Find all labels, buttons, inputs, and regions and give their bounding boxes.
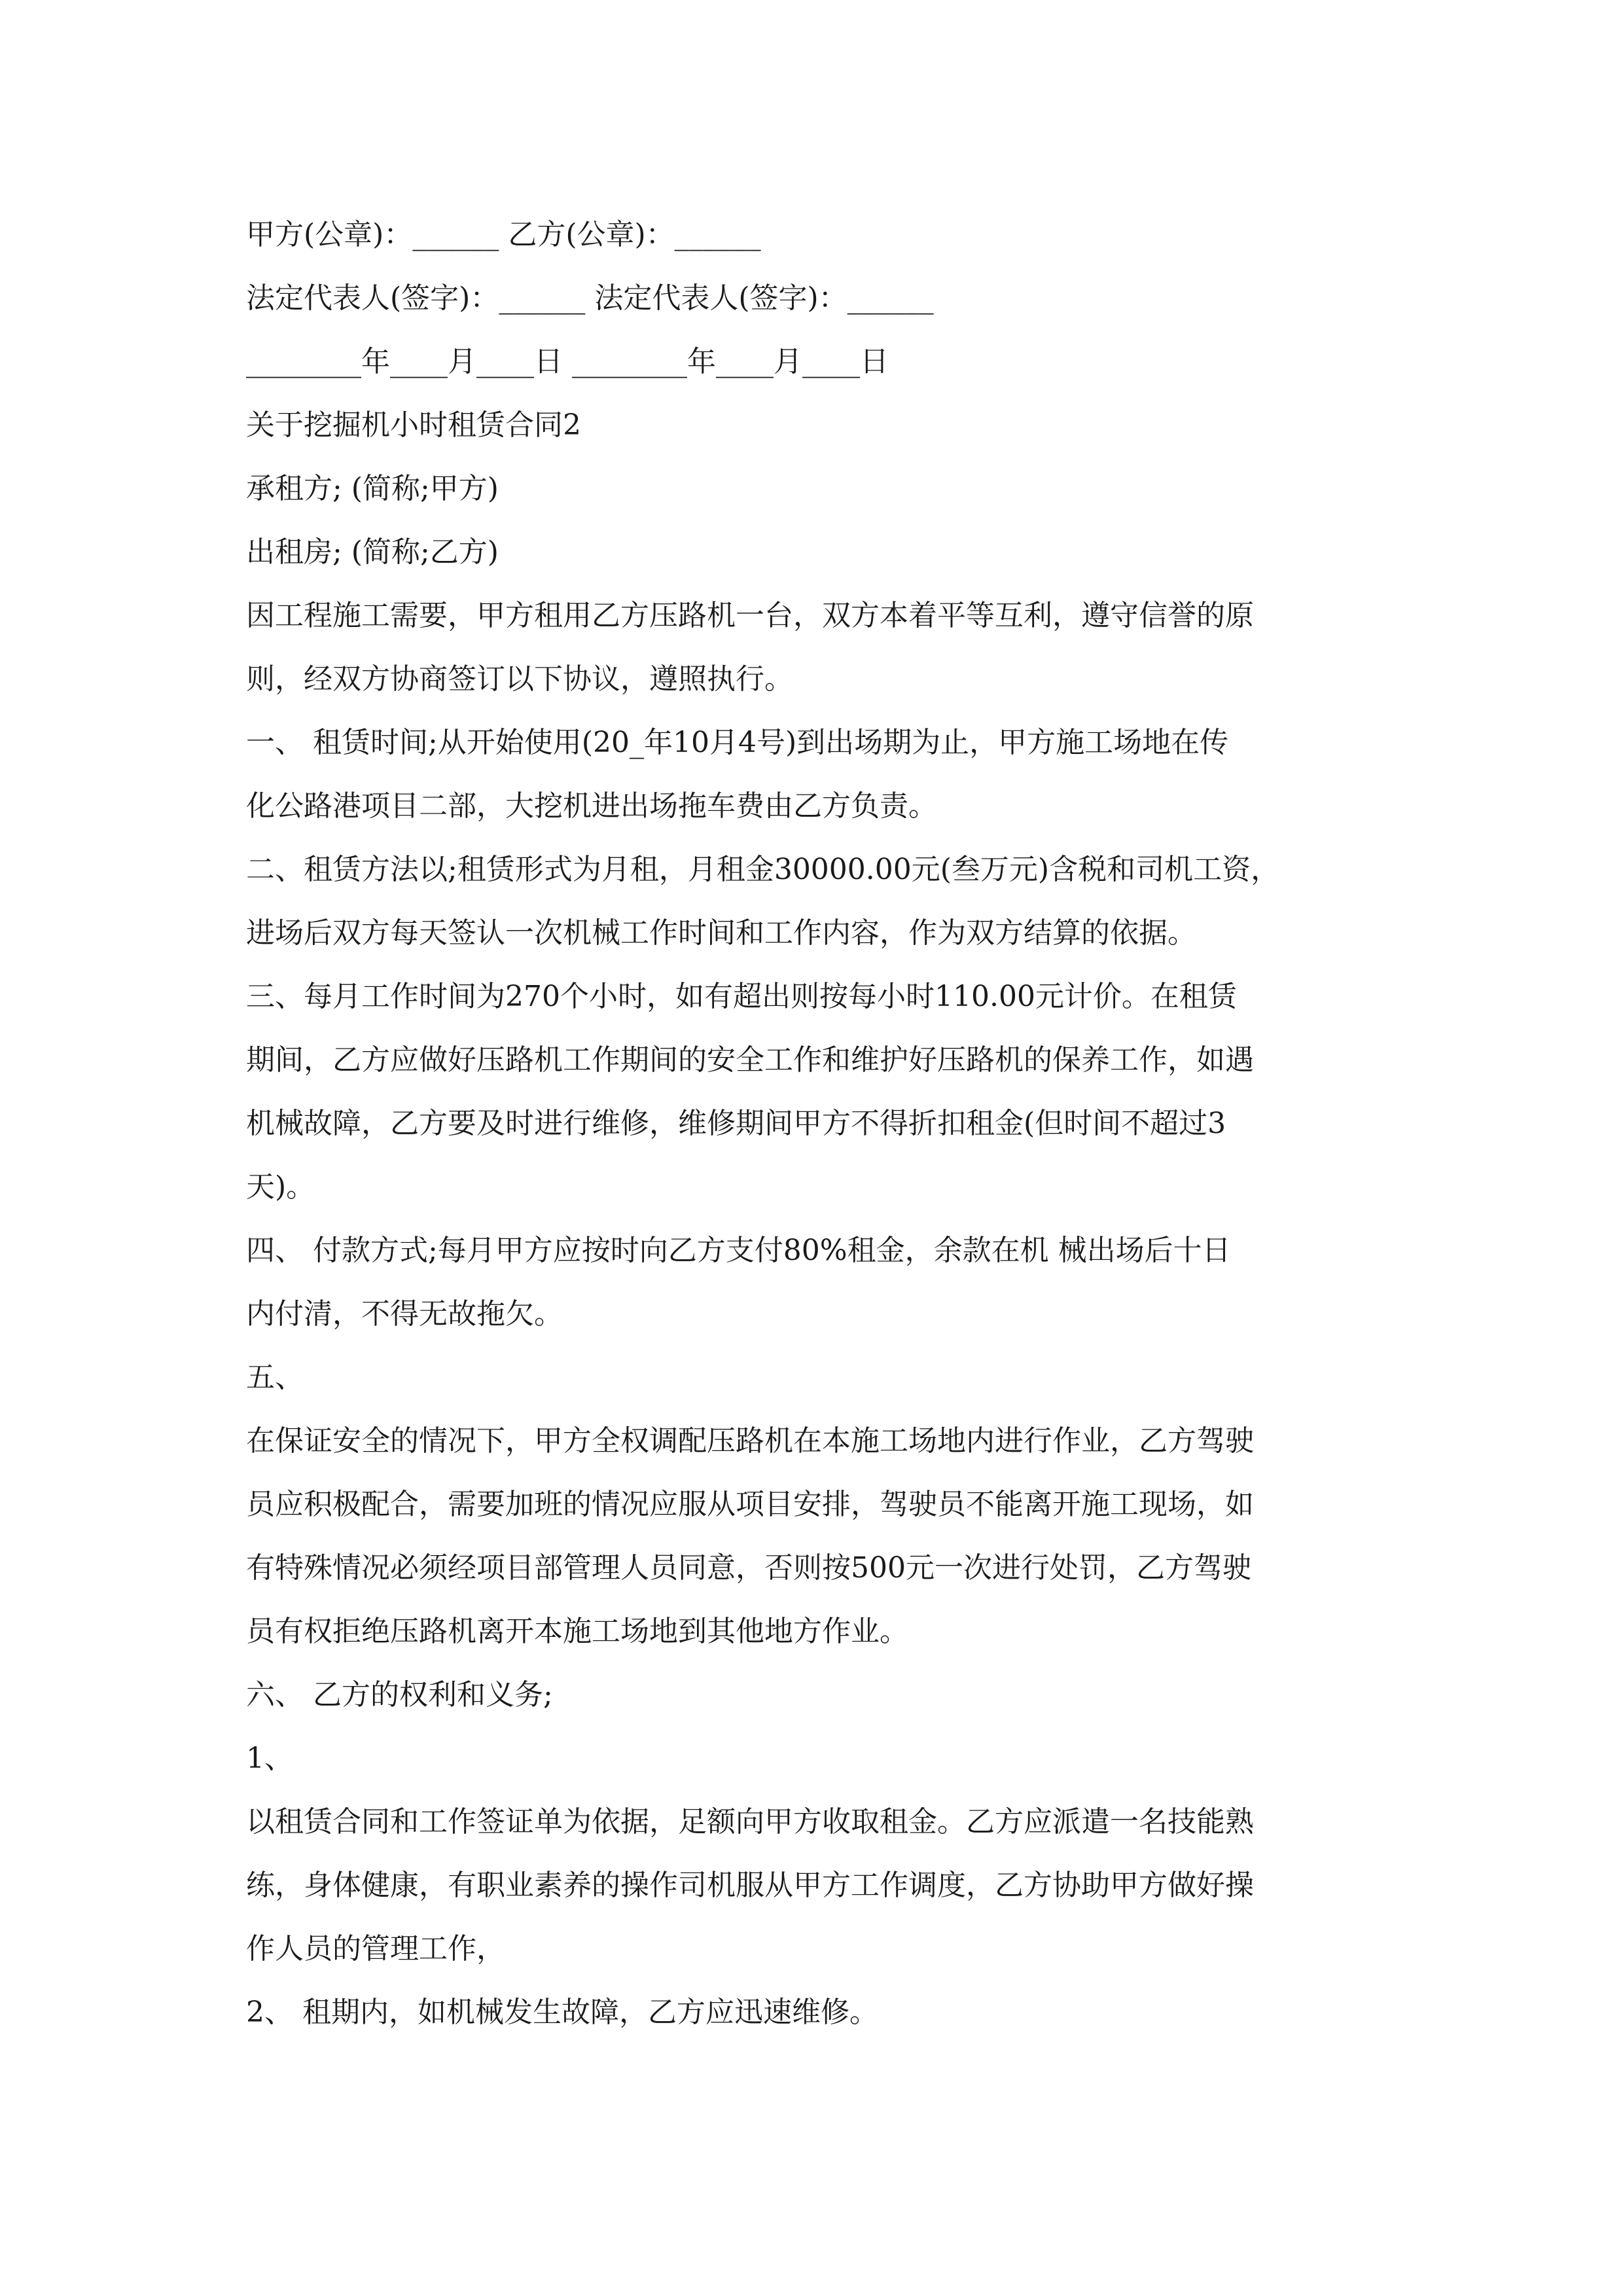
clause-6-item-1-line-1: 以租赁合同和工作签证单为依据，足额向甲方收取租金。乙方应派遣一名技能熟 — [246, 1805, 1254, 1839]
clause-3-line-1: 三、每月工作时间为270个小时，如有超出则按每小时110.00元计价。在租赁 — [246, 980, 1237, 1013]
signature-line-date: ________年____月____日 ________年____月____日 — [246, 345, 889, 378]
clause-2-line-2: 进场后双方每天签认一次机械工作时间和工作内容，作为双方结算的依据。 — [246, 916, 1196, 950]
lessee-line: 承租方; (简称;甲方) — [246, 472, 499, 505]
clause-2-line-1: 二、租赁方法以;租赁形式为月租，月租金30000.00元(叁万元)含税和司机工资， — [246, 853, 1280, 886]
clause-3-line-3: 机械故障，乙方要及时进行维修，维修期间甲方不得折扣租金(但时间不超过3 — [246, 1107, 1226, 1140]
clause-6-item-2: 2、 租期内，如机械发生故障，乙方应迅速维修。 — [246, 1996, 878, 2029]
clause-4-line-1: 四、 付款方式;每月甲方应按时向乙方支付80%租金，余款在机 械出场后十日 — [246, 1234, 1231, 1267]
clause-5-line-3: 有特殊情况必须经项目部管理人员同意，否则按500元一次进行处罚，乙方驾驶 — [246, 1551, 1251, 1585]
clause-1-line-2: 化公路港项目二部，大挖机进出场拖车费由乙方负责。 — [246, 789, 937, 823]
clause-6-item-1-line-2: 练，身体健康，有职业素养的操作司机服从甲方工作调度，乙方协助甲方做好操 — [246, 1869, 1254, 1902]
clause-6-item-1-heading: 1、 — [246, 1742, 293, 1775]
lessor-line: 出租房; (简称;乙方) — [246, 535, 499, 569]
signature-line-seal: 甲方(公章)：______ 乙方(公章)：______ — [246, 218, 761, 251]
clause-3-line-4: 天)。 — [246, 1170, 315, 1204]
clause-4-line-2: 内付清，不得无故拖欠。 — [246, 1297, 563, 1331]
document-body — [246, 203, 1378, 2044]
paragraph-intro-line-2: 则，经双方协商签订以下协议，遵照执行。 — [246, 662, 793, 696]
clause-3-line-2: 期间，乙方应做好压路机工作期间的安全工作和维护好压路机的保养工作，如遇 — [246, 1043, 1254, 1077]
clause-5-heading: 五、 — [246, 1361, 304, 1394]
clause-6-heading: 六、 乙方的权利和义务; — [246, 1678, 553, 1712]
contract-title: 关于挖掘机小时租赁合同2 — [246, 408, 581, 442]
clause-6-item-1-line-3: 作人员的管理工作， — [246, 1932, 505, 1965]
clause-1-line-1: 一、 租赁时间;从开始使用(20_年10月4号)到出场期为止，甲方施工场地在传 — [246, 726, 1229, 759]
signature-line-representative: 法定代表人(签字)：______ 法定代表人(签字)：______ — [246, 281, 934, 315]
paragraph-intro-line-1: 因工程施工需要，甲方租用乙方压路机一台，双方本着平等互利，遵守信誉的原 — [246, 599, 1254, 632]
clause-5-line-4: 员有权拒绝压路机离开本施工场地到其他地方作业。 — [246, 1615, 908, 1648]
clause-5-line-2: 员应积极配合，需要加班的情况应服从项目安排，驾驶员不能离开施工现场，如 — [246, 1488, 1254, 1521]
clause-5-line-1: 在保证安全的情况下，甲方全权调配压路机在本施工场地内进行作业，乙方驾驶 — [246, 1424, 1254, 1458]
